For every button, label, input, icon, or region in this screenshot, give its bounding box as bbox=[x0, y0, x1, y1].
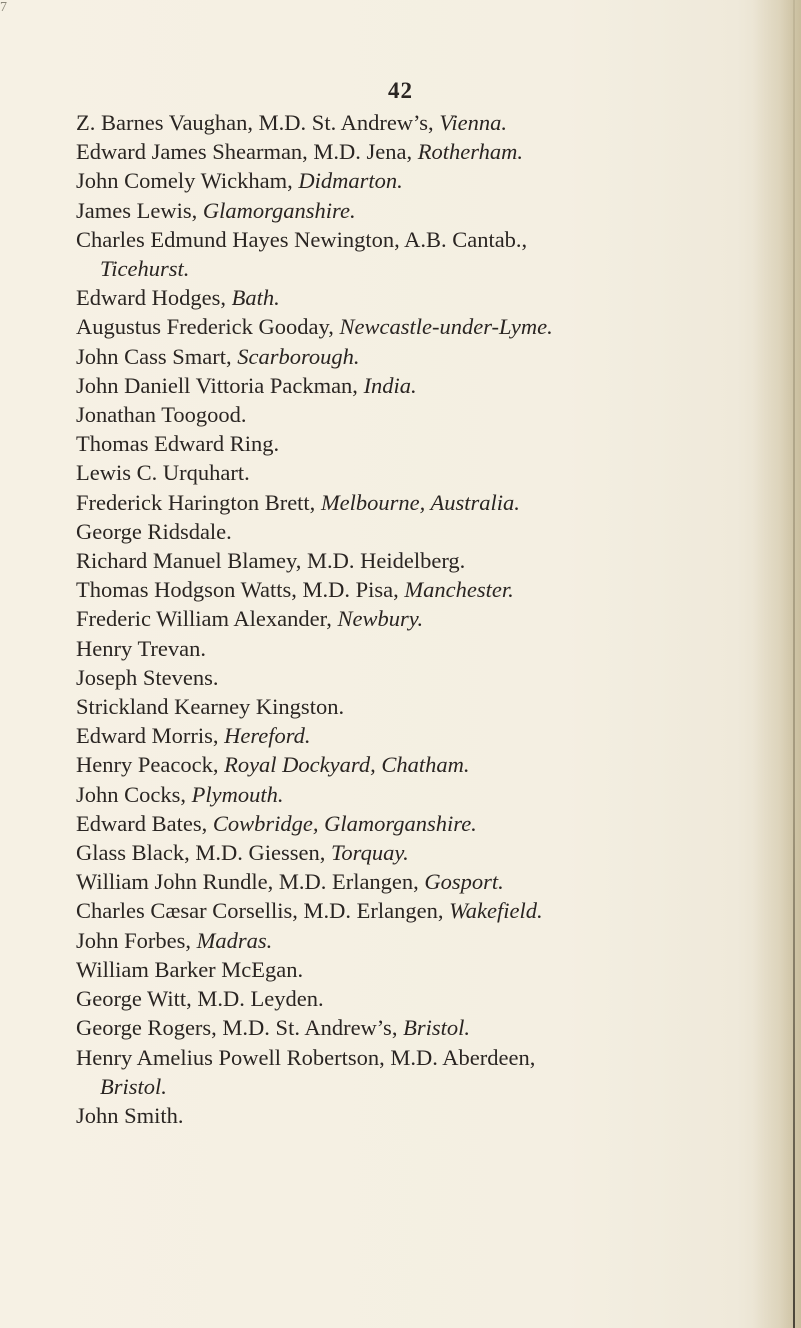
list-item bbox=[76, 371, 766, 400]
entry-name: John Forbes, bbox=[76, 927, 197, 953]
entry-place: India. bbox=[363, 372, 417, 398]
entry-place: Madras. bbox=[196, 927, 273, 953]
list-item bbox=[76, 283, 766, 312]
entry-name: Henry Peacock, bbox=[76, 752, 225, 778]
list-item bbox=[76, 663, 766, 692]
entry-name: Henry Trevan. bbox=[76, 635, 206, 661]
list-item bbox=[76, 225, 766, 254]
list-item bbox=[76, 108, 766, 137]
entry-name: Edward James Shearman, M.D. Jena, bbox=[76, 139, 418, 165]
entry-place: Newbury. bbox=[337, 606, 424, 632]
list-item bbox=[76, 955, 766, 984]
entry-place: Plymouth. bbox=[191, 781, 284, 807]
list-item bbox=[76, 780, 766, 809]
list-item bbox=[76, 342, 766, 371]
list-item bbox=[76, 1013, 766, 1042]
entry-name: Richard Manuel Blamey, M.D. Heidelberg. bbox=[76, 548, 466, 574]
entry-name: John Smith. bbox=[76, 1102, 184, 1128]
list-item bbox=[76, 137, 766, 166]
list-item bbox=[76, 867, 766, 896]
entry-place: Wakefield. bbox=[449, 898, 543, 924]
list-item bbox=[76, 721, 766, 750]
entry-place: Royal Dockyard, Chatham. bbox=[224, 752, 470, 778]
entry-place: Bristol. bbox=[403, 1015, 470, 1041]
list-item bbox=[76, 575, 766, 604]
list-item bbox=[76, 838, 766, 867]
entry-name: John Cass Smart, bbox=[76, 343, 238, 369]
entry-place: Rotherham. bbox=[417, 139, 524, 165]
entry-name: John Cocks, bbox=[76, 781, 192, 807]
list-item bbox=[76, 312, 766, 341]
list-item bbox=[76, 517, 766, 546]
entry-name: Thomas Hodgson Watts, M.D. Pisa, bbox=[76, 577, 405, 603]
corner-mark: 7 bbox=[0, 0, 7, 15]
entry-place: Glamorganshire. bbox=[202, 197, 356, 223]
entry-name: Edward Bates, bbox=[76, 810, 213, 836]
list-item bbox=[76, 896, 766, 925]
entry-name: Glass Black, M.D. Giessen, bbox=[76, 840, 331, 866]
entry-name: Joseph Stevens. bbox=[76, 664, 219, 690]
entry-name: John Comely Wickham, bbox=[76, 168, 299, 194]
list-item bbox=[76, 750, 766, 779]
entry-place: Hereford. bbox=[224, 723, 311, 749]
entry-name: Lewis C. Urquhart. bbox=[76, 460, 250, 486]
entry-place: Manchester. bbox=[404, 577, 514, 603]
list-item bbox=[76, 604, 766, 633]
entry-name: Augustus Frederick Gooday, bbox=[76, 314, 340, 340]
entry-place: Melbourne, Australia. bbox=[320, 489, 520, 515]
entry-place: Ticehurst. bbox=[100, 256, 190, 282]
entry-place: Vienna. bbox=[439, 110, 507, 135]
entry-name: Frederic William Alexander, bbox=[76, 606, 338, 632]
entry-place: Bath. bbox=[231, 285, 280, 311]
list-item bbox=[76, 634, 766, 663]
list-item bbox=[76, 166, 766, 195]
entry-name: John Daniell Vittoria Packman, bbox=[76, 372, 364, 398]
entry-place: Gosport. bbox=[424, 869, 504, 895]
list-item bbox=[76, 458, 766, 487]
entry-name: Charles Edmund Hayes Newington, A.B. Cantab., bbox=[76, 226, 528, 252]
member-list bbox=[76, 108, 766, 1130]
entry-name: Henry Amelius Powell Robertson, M.D. Aberdeen, bbox=[76, 1044, 536, 1070]
entry-name: George Rogers, M.D. St. Andrew’s, bbox=[76, 1015, 404, 1041]
page-number: 42 bbox=[388, 78, 413, 103]
list-item bbox=[76, 254, 766, 283]
list-item bbox=[76, 546, 766, 575]
list-item bbox=[76, 692, 766, 721]
entry-place: Bristol. bbox=[100, 1073, 167, 1099]
entry-name: William Barker McEgan. bbox=[76, 956, 304, 982]
entry-name: Edward Morris, bbox=[76, 723, 225, 749]
list-item bbox=[76, 1101, 766, 1130]
list-item bbox=[76, 196, 766, 225]
entry-name: George Witt, M.D. Leyden. bbox=[76, 986, 324, 1012]
entry-place: Torquay. bbox=[330, 840, 409, 866]
list-item bbox=[76, 809, 766, 838]
entry-name: Charles Cæsar Corsellis, M.D. Erlangen, bbox=[76, 898, 450, 924]
list-item bbox=[76, 429, 766, 458]
entry-place: Newcastle-under-Lyme. bbox=[339, 314, 553, 340]
entry-name: Thomas Edward Ring. bbox=[76, 431, 280, 457]
entry-place: Didmarton. bbox=[298, 168, 403, 194]
list-item bbox=[76, 488, 766, 517]
list-item bbox=[76, 1043, 766, 1072]
entry-name: Edward Hodges, bbox=[76, 285, 232, 311]
entry-place: Scarborough. bbox=[237, 343, 360, 369]
page-edge-line bbox=[793, 0, 795, 1328]
entry-name: Strickland Kearney Kingston. bbox=[76, 694, 345, 720]
entry-name: William John Rundle, M.D. Erlangen, bbox=[76, 869, 425, 895]
entry-name: James Lewis, bbox=[76, 197, 203, 223]
list-item bbox=[76, 400, 766, 429]
list-item bbox=[76, 1072, 766, 1101]
entry-name: George Ridsdale. bbox=[76, 518, 232, 544]
list-item bbox=[76, 984, 766, 1013]
entry-name: Frederick Harington Brett, bbox=[76, 489, 321, 515]
entry-name: Z. Barnes Vaughan, M.D. St. Andrew’s, bbox=[76, 110, 440, 135]
list-item bbox=[76, 926, 766, 955]
entry-name: Jonathan Toogood. bbox=[76, 402, 247, 428]
entry-place: Cowbridge, Glamorganshire. bbox=[212, 810, 477, 836]
